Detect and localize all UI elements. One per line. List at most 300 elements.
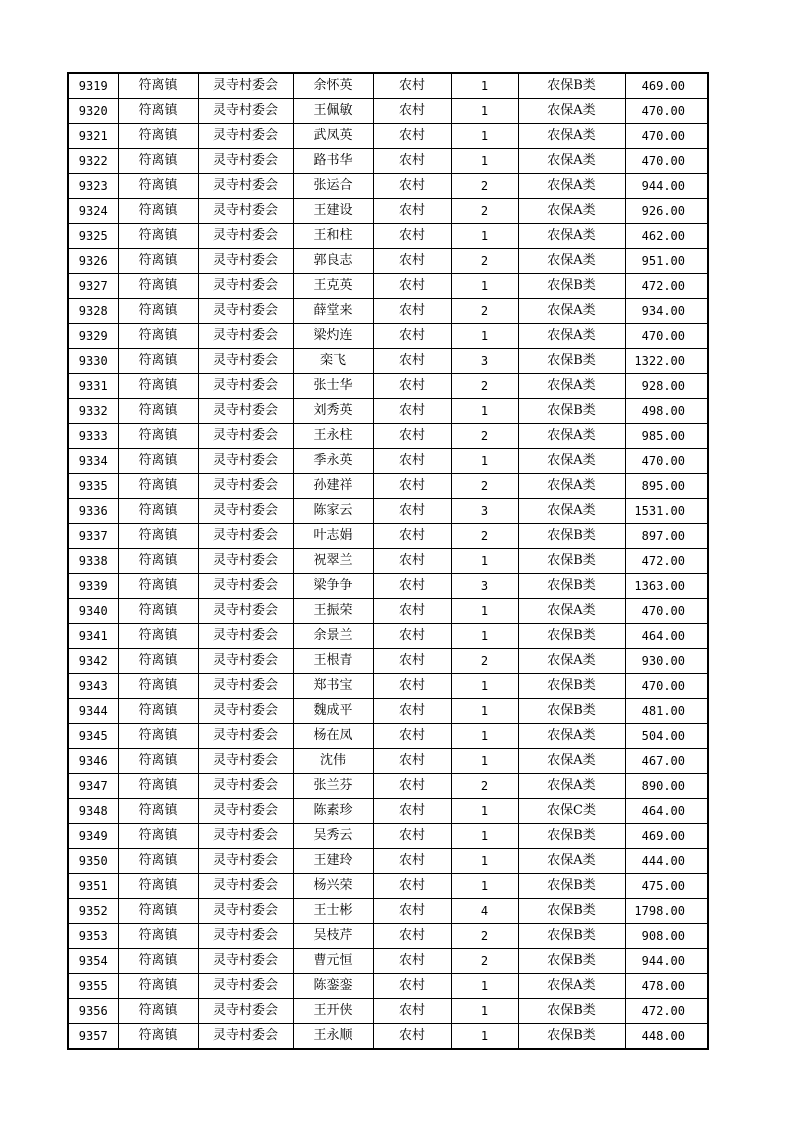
household-count-cell: 2 [451, 199, 518, 224]
town-cell: 符离镇 [118, 274, 198, 299]
name-cell: 张运合 [293, 174, 373, 199]
amount-cell: 1531.00 [625, 499, 708, 524]
town-cell: 符离镇 [118, 824, 198, 849]
name-cell: 刘秀英 [293, 399, 373, 424]
village-committee-cell: 灵寺村委会 [198, 449, 293, 474]
name-cell: 梁争争 [293, 574, 373, 599]
row-number-cell: 9353 [68, 924, 118, 949]
insurance-category-cell: 农保B类 [518, 949, 625, 974]
insurance-category-cell: 农保A类 [518, 499, 625, 524]
amount-cell: 934.00 [625, 299, 708, 324]
table-row [68, 499, 708, 524]
row-number-cell: 9349 [68, 824, 118, 849]
area-type-cell: 农村 [373, 73, 451, 99]
village-committee-cell: 灵寺村委会 [198, 474, 293, 499]
row-number-cell: 9333 [68, 424, 118, 449]
household-count-cell: 2 [451, 174, 518, 199]
village-committee-cell: 灵寺村委会 [198, 274, 293, 299]
table-row [68, 999, 708, 1024]
village-committee-cell: 灵寺村委会 [198, 124, 293, 149]
name-cell: 梁灼连 [293, 324, 373, 349]
insurance-category-cell: 农保A类 [518, 374, 625, 399]
village-committee-cell: 灵寺村委会 [198, 949, 293, 974]
area-type-cell: 农村 [373, 674, 451, 699]
town-cell: 符离镇 [118, 874, 198, 899]
row-number-cell: 9336 [68, 499, 118, 524]
name-cell: 陈家云 [293, 499, 373, 524]
amount-cell: 475.00 [625, 874, 708, 899]
amount-cell: 469.00 [625, 824, 708, 849]
row-number-cell: 9324 [68, 199, 118, 224]
amount-cell: 481.00 [625, 699, 708, 724]
row-number-cell: 9329 [68, 324, 118, 349]
name-cell: 栾飞 [293, 349, 373, 374]
row-number-cell: 9346 [68, 749, 118, 774]
town-cell: 符离镇 [118, 374, 198, 399]
amount-cell: 467.00 [625, 749, 708, 774]
table-row [68, 799, 708, 824]
row-number-cell: 9330 [68, 349, 118, 374]
area-type-cell: 农村 [373, 774, 451, 799]
area-type-cell: 农村 [373, 499, 451, 524]
town-cell: 符离镇 [118, 349, 198, 374]
name-cell: 王建设 [293, 199, 373, 224]
row-number-cell: 9327 [68, 274, 118, 299]
town-cell: 符离镇 [118, 774, 198, 799]
table-row [68, 874, 708, 899]
town-cell: 符离镇 [118, 324, 198, 349]
row-number-cell: 9322 [68, 149, 118, 174]
row-number-cell: 9339 [68, 574, 118, 599]
household-count-cell: 1 [451, 799, 518, 824]
town-cell: 符离镇 [118, 124, 198, 149]
town-cell: 符离镇 [118, 249, 198, 274]
town-cell: 符离镇 [118, 649, 198, 674]
insurance-category-cell: 农保A类 [518, 174, 625, 199]
town-cell: 符离镇 [118, 674, 198, 699]
row-number-cell: 9343 [68, 674, 118, 699]
amount-cell: 928.00 [625, 374, 708, 399]
area-type-cell: 农村 [373, 224, 451, 249]
village-committee-cell: 灵寺村委会 [198, 849, 293, 874]
town-cell: 符离镇 [118, 574, 198, 599]
amount-cell: 469.00 [625, 73, 708, 99]
name-cell: 郑书宝 [293, 674, 373, 699]
name-cell: 王根青 [293, 649, 373, 674]
name-cell: 王永柱 [293, 424, 373, 449]
table-row [68, 149, 708, 174]
insurance-category-cell: 农保A类 [518, 749, 625, 774]
amount-cell: 470.00 [625, 99, 708, 124]
name-cell: 王开侠 [293, 999, 373, 1024]
town-cell: 符离镇 [118, 174, 198, 199]
row-number-cell: 9335 [68, 474, 118, 499]
area-type-cell: 农村 [373, 574, 451, 599]
household-count-cell: 1 [451, 99, 518, 124]
amount-cell: 478.00 [625, 974, 708, 999]
household-count-cell: 1 [451, 824, 518, 849]
household-count-cell: 1 [451, 624, 518, 649]
area-type-cell: 农村 [373, 749, 451, 774]
amount-cell: 926.00 [625, 199, 708, 224]
row-number-cell: 9357 [68, 1024, 118, 1050]
household-count-cell: 1 [451, 399, 518, 424]
amount-cell: 897.00 [625, 524, 708, 549]
household-count-cell: 2 [451, 524, 518, 549]
area-type-cell: 农村 [373, 199, 451, 224]
name-cell: 王和柱 [293, 224, 373, 249]
insurance-category-cell: 农保B类 [518, 874, 625, 899]
table-row [68, 699, 708, 724]
town-cell: 符离镇 [118, 599, 198, 624]
area-type-cell: 农村 [373, 324, 451, 349]
amount-cell: 951.00 [625, 249, 708, 274]
name-cell: 杨在凤 [293, 724, 373, 749]
household-count-cell: 1 [451, 599, 518, 624]
row-number-cell: 9331 [68, 374, 118, 399]
village-committee-cell: 灵寺村委会 [198, 724, 293, 749]
insurance-category-cell: 农保A类 [518, 124, 625, 149]
village-committee-cell: 灵寺村委会 [198, 499, 293, 524]
amount-cell: 470.00 [625, 449, 708, 474]
name-cell: 路书华 [293, 149, 373, 174]
town-cell: 符离镇 [118, 99, 198, 124]
amount-cell: 464.00 [625, 799, 708, 824]
area-type-cell: 农村 [373, 99, 451, 124]
table-row [68, 899, 708, 924]
household-count-cell: 1 [451, 449, 518, 474]
insurance-category-cell: 农保A类 [518, 774, 625, 799]
name-cell: 王佩敏 [293, 99, 373, 124]
insurance-category-cell: 农保A类 [518, 224, 625, 249]
household-count-cell: 2 [451, 299, 518, 324]
table-row [68, 824, 708, 849]
name-cell: 祝翠兰 [293, 549, 373, 574]
amount-cell: 985.00 [625, 424, 708, 449]
insurance-category-cell: 农保A类 [518, 324, 625, 349]
amount-cell: 470.00 [625, 674, 708, 699]
amount-cell: 472.00 [625, 274, 708, 299]
household-count-cell: 1 [451, 974, 518, 999]
village-committee-cell: 灵寺村委会 [198, 699, 293, 724]
table-row [68, 674, 708, 699]
row-number-cell: 9323 [68, 174, 118, 199]
town-cell: 符离镇 [118, 549, 198, 574]
table-body [68, 73, 708, 1049]
row-number-cell: 9348 [68, 799, 118, 824]
name-cell: 曹元恒 [293, 949, 373, 974]
name-cell: 王建玲 [293, 849, 373, 874]
amount-cell: 470.00 [625, 324, 708, 349]
town-cell: 符离镇 [118, 749, 198, 774]
area-type-cell: 农村 [373, 649, 451, 674]
village-committee-cell: 灵寺村委会 [198, 974, 293, 999]
insurance-category-cell: 农保A类 [518, 974, 625, 999]
amount-cell: 1363.00 [625, 574, 708, 599]
village-committee-cell: 灵寺村委会 [198, 199, 293, 224]
row-number-cell: 9338 [68, 549, 118, 574]
town-cell: 符离镇 [118, 524, 198, 549]
area-type-cell: 农村 [373, 124, 451, 149]
table-row [68, 749, 708, 774]
household-count-cell: 2 [451, 474, 518, 499]
row-number-cell: 9342 [68, 649, 118, 674]
town-cell: 符离镇 [118, 949, 198, 974]
town-cell: 符离镇 [118, 149, 198, 174]
area-type-cell: 农村 [373, 374, 451, 399]
insurance-category-cell: 农保B类 [518, 674, 625, 699]
table-row [68, 324, 708, 349]
town-cell: 符离镇 [118, 724, 198, 749]
row-number-cell: 9356 [68, 999, 118, 1024]
area-type-cell: 农村 [373, 799, 451, 824]
name-cell: 武凤英 [293, 124, 373, 149]
household-count-cell: 1 [451, 73, 518, 99]
area-type-cell: 农村 [373, 949, 451, 974]
town-cell: 符离镇 [118, 73, 198, 99]
table-row [68, 1024, 708, 1050]
row-number-cell: 9340 [68, 599, 118, 624]
village-committee-cell: 灵寺村委会 [198, 549, 293, 574]
area-type-cell: 农村 [373, 399, 451, 424]
area-type-cell: 农村 [373, 874, 451, 899]
town-cell: 符离镇 [118, 924, 198, 949]
name-cell: 郭良志 [293, 249, 373, 274]
village-committee-cell: 灵寺村委会 [198, 774, 293, 799]
insurance-category-cell: 农保B类 [518, 574, 625, 599]
name-cell: 王克英 [293, 274, 373, 299]
insurance-category-cell: 农保A类 [518, 474, 625, 499]
name-cell: 余景兰 [293, 624, 373, 649]
town-cell: 符离镇 [118, 299, 198, 324]
area-type-cell: 农村 [373, 999, 451, 1024]
amount-cell: 1322.00 [625, 349, 708, 374]
amount-cell: 444.00 [625, 849, 708, 874]
table-row [68, 574, 708, 599]
insurance-category-cell: 农保B类 [518, 524, 625, 549]
table-row [68, 649, 708, 674]
table-row [68, 849, 708, 874]
table-row [68, 374, 708, 399]
town-cell: 符离镇 [118, 974, 198, 999]
amount-cell: 944.00 [625, 174, 708, 199]
town-cell: 符离镇 [118, 899, 198, 924]
name-cell: 余怀英 [293, 73, 373, 99]
table-row [68, 624, 708, 649]
table-row [68, 299, 708, 324]
insurance-category-cell: 农保B类 [518, 624, 625, 649]
area-type-cell: 农村 [373, 1024, 451, 1050]
village-committee-cell: 灵寺村委会 [198, 674, 293, 699]
name-cell: 季永英 [293, 449, 373, 474]
name-cell: 王永顺 [293, 1024, 373, 1050]
table-row [68, 124, 708, 149]
area-type-cell: 农村 [373, 174, 451, 199]
household-count-cell: 1 [451, 674, 518, 699]
household-count-cell: 1 [451, 1024, 518, 1050]
name-cell: 张兰芬 [293, 774, 373, 799]
town-cell: 符离镇 [118, 199, 198, 224]
village-committee-cell: 灵寺村委会 [198, 624, 293, 649]
area-type-cell: 农村 [373, 424, 451, 449]
amount-cell: 944.00 [625, 949, 708, 974]
name-cell: 薛堂来 [293, 299, 373, 324]
insurance-category-cell: 农保B类 [518, 274, 625, 299]
amount-cell: 470.00 [625, 149, 708, 174]
area-type-cell: 农村 [373, 924, 451, 949]
insurance-category-cell: 农保B类 [518, 924, 625, 949]
name-cell: 陈銮銮 [293, 974, 373, 999]
table-row [68, 549, 708, 574]
village-committee-cell: 灵寺村委会 [198, 824, 293, 849]
insurance-category-cell: 农保A类 [518, 99, 625, 124]
insurance-category-cell: 农保A类 [518, 649, 625, 674]
amount-cell: 472.00 [625, 549, 708, 574]
village-committee-cell: 灵寺村委会 [198, 73, 293, 99]
amount-cell: 470.00 [625, 124, 708, 149]
area-type-cell: 农村 [373, 824, 451, 849]
table-row [68, 199, 708, 224]
town-cell: 符离镇 [118, 474, 198, 499]
row-number-cell: 9351 [68, 874, 118, 899]
village-committee-cell: 灵寺村委会 [198, 374, 293, 399]
area-type-cell: 农村 [373, 549, 451, 574]
village-committee-cell: 灵寺村委会 [198, 399, 293, 424]
insurance-category-cell: 农保B类 [518, 73, 625, 99]
household-count-cell: 1 [451, 699, 518, 724]
household-count-cell: 1 [451, 874, 518, 899]
household-count-cell: 1 [451, 749, 518, 774]
area-type-cell: 农村 [373, 899, 451, 924]
amount-cell: 504.00 [625, 724, 708, 749]
area-type-cell: 农村 [373, 524, 451, 549]
town-cell: 符离镇 [118, 699, 198, 724]
insurance-category-cell: 农保B类 [518, 349, 625, 374]
household-count-cell: 1 [451, 849, 518, 874]
row-number-cell: 9354 [68, 949, 118, 974]
town-cell: 符离镇 [118, 424, 198, 449]
village-committee-cell: 灵寺村委会 [198, 899, 293, 924]
row-number-cell: 9321 [68, 124, 118, 149]
amount-cell: 1798.00 [625, 899, 708, 924]
village-committee-cell: 灵寺村委会 [198, 649, 293, 674]
village-committee-cell: 灵寺村委会 [198, 749, 293, 774]
household-count-cell: 1 [451, 124, 518, 149]
area-type-cell: 农村 [373, 249, 451, 274]
insurance-category-cell: 农保A类 [518, 849, 625, 874]
insurance-category-cell: 农保B类 [518, 699, 625, 724]
insurance-category-cell: 农保A类 [518, 449, 625, 474]
area-type-cell: 农村 [373, 474, 451, 499]
village-committee-cell: 灵寺村委会 [198, 1024, 293, 1050]
household-count-cell: 3 [451, 574, 518, 599]
town-cell: 符离镇 [118, 449, 198, 474]
household-count-cell: 2 [451, 374, 518, 399]
area-type-cell: 农村 [373, 299, 451, 324]
table-row [68, 524, 708, 549]
table-row [68, 474, 708, 499]
name-cell: 陈素珍 [293, 799, 373, 824]
table-row [68, 949, 708, 974]
insurance-category-cell: 农保A类 [518, 199, 625, 224]
amount-cell: 472.00 [625, 999, 708, 1024]
insurance-category-cell: 农保B类 [518, 824, 625, 849]
table-row [68, 974, 708, 999]
insurance-category-cell: 农保B类 [518, 1024, 625, 1050]
name-cell: 魏成平 [293, 699, 373, 724]
insurance-category-cell: 农保B类 [518, 999, 625, 1024]
village-committee-cell: 灵寺村委会 [198, 249, 293, 274]
insurance-category-cell: 农保B类 [518, 899, 625, 924]
name-cell: 孙建祥 [293, 474, 373, 499]
area-type-cell: 农村 [373, 724, 451, 749]
table-row [68, 599, 708, 624]
village-committee-cell: 灵寺村委会 [198, 924, 293, 949]
village-committee-cell: 灵寺村委会 [198, 999, 293, 1024]
town-cell: 符离镇 [118, 999, 198, 1024]
amount-cell: 895.00 [625, 474, 708, 499]
village-committee-cell: 灵寺村委会 [198, 524, 293, 549]
town-cell: 符离镇 [118, 1024, 198, 1050]
table-row [68, 99, 708, 124]
row-number-cell: 9332 [68, 399, 118, 424]
area-type-cell: 农村 [373, 274, 451, 299]
insurance-category-cell: 农保A类 [518, 724, 625, 749]
village-committee-cell: 灵寺村委会 [198, 424, 293, 449]
row-number-cell: 9352 [68, 899, 118, 924]
insurance-category-cell: 农保B类 [518, 399, 625, 424]
name-cell: 王士彬 [293, 899, 373, 924]
area-type-cell: 农村 [373, 599, 451, 624]
table-row [68, 349, 708, 374]
name-cell: 吴枝芹 [293, 924, 373, 949]
amount-cell: 470.00 [625, 599, 708, 624]
insurance-category-cell: 农保A类 [518, 299, 625, 324]
amount-cell: 930.00 [625, 649, 708, 674]
amount-cell: 908.00 [625, 924, 708, 949]
insurance-category-cell: 农保B类 [518, 549, 625, 574]
amount-cell: 462.00 [625, 224, 708, 249]
household-count-cell: 4 [451, 899, 518, 924]
name-cell: 杨兴荣 [293, 874, 373, 899]
row-number-cell: 9350 [68, 849, 118, 874]
table-row [68, 724, 708, 749]
row-number-cell: 9347 [68, 774, 118, 799]
row-number-cell: 9345 [68, 724, 118, 749]
town-cell: 符离镇 [118, 224, 198, 249]
amount-cell: 890.00 [625, 774, 708, 799]
household-count-cell: 2 [451, 924, 518, 949]
village-committee-cell: 灵寺村委会 [198, 174, 293, 199]
town-cell: 符离镇 [118, 849, 198, 874]
name-cell: 张士华 [293, 374, 373, 399]
row-number-cell: 9319 [68, 73, 118, 99]
insurance-category-cell: 农保A类 [518, 149, 625, 174]
area-type-cell: 农村 [373, 849, 451, 874]
household-count-cell: 3 [451, 349, 518, 374]
amount-cell: 498.00 [625, 399, 708, 424]
table-row [68, 774, 708, 799]
village-committee-cell: 灵寺村委会 [198, 599, 293, 624]
table-row [68, 224, 708, 249]
household-count-cell: 3 [451, 499, 518, 524]
household-count-cell: 1 [451, 999, 518, 1024]
village-committee-cell: 灵寺村委会 [198, 574, 293, 599]
amount-cell: 464.00 [625, 624, 708, 649]
table-row [68, 274, 708, 299]
town-cell: 符离镇 [118, 799, 198, 824]
village-committee-cell: 灵寺村委会 [198, 299, 293, 324]
